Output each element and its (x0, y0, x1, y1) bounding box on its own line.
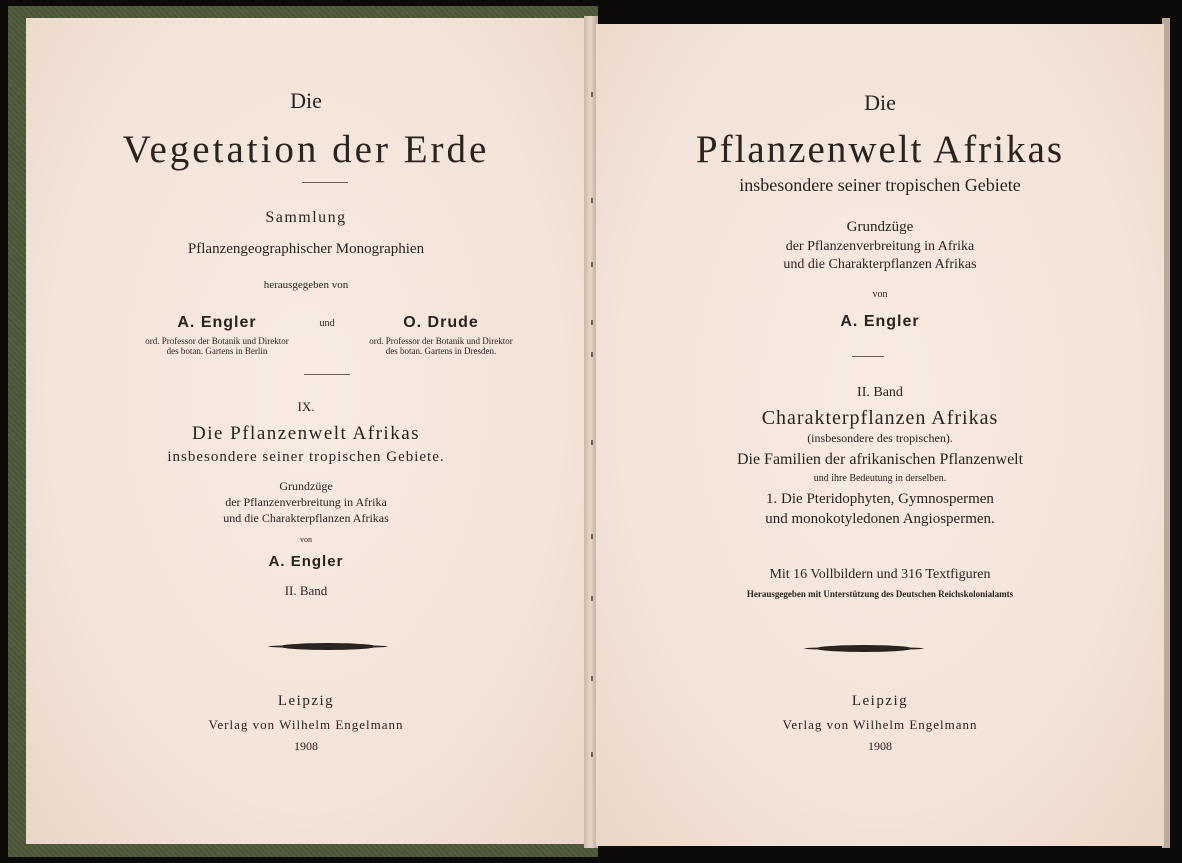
grundzuege-line-2: der Pflanzenverbreitung in Afrika (225, 495, 387, 509)
binding-stitch (591, 596, 593, 601)
series-label: Sammlung (265, 209, 347, 226)
editor-2 (356, 314, 526, 356)
grundzuege-line-2: der Pflanzenverbreitung in Afrika (785, 239, 975, 254)
binding-stitch (591, 198, 593, 203)
binding-stitch (591, 752, 593, 757)
illustrations-note: Mit 16 Vollbildern und 316 Textfiguren (769, 567, 991, 582)
divider (302, 182, 348, 183)
publication-year: 1908 (294, 739, 318, 753)
divider (852, 356, 884, 357)
band-label: II. Band (857, 385, 903, 400)
editor-1-affiliation: des botan. Gartens in Berlin (166, 346, 268, 356)
editor-2-title: ord. Professor der Botanik und Direktor (369, 336, 513, 346)
right-title-die: Die (864, 90, 896, 115)
grundzuege-line-3: und die Charakterpflanzen Afrikas (223, 511, 389, 525)
edited-by: herausgegeben von (263, 279, 349, 291)
divider (304, 374, 350, 375)
right-subtitle: insbesondere seiner tropischen Gebiete (739, 175, 1021, 195)
publisher: Verlag von Wilhelm Engelmann (208, 717, 404, 732)
publisher: Verlag von Wilhelm Engelmann (782, 717, 978, 732)
publication-place: Leipzig (851, 693, 909, 709)
part-line-2: und monokotyledonen Angiospermen. (765, 511, 995, 527)
right-main-title: Pflanzenwelt Afrikas (695, 128, 1065, 171)
author-name: A. Engler (840, 313, 920, 330)
publication-place: Leipzig (277, 693, 335, 709)
binding-stitch (591, 320, 593, 325)
left-main-title: Vegetation der Erde (122, 128, 490, 171)
binding-stitch (591, 676, 593, 681)
ornament-divider (268, 645, 388, 648)
binding-stitch (591, 534, 593, 539)
von-label: von (300, 535, 312, 544)
grundzuege-line-3: und die Charakterpflanzen Afrikas (783, 257, 977, 272)
editor-1-title: ord. Professor der Botanik und Direktor (145, 336, 289, 346)
families-line: Die Familien der afrikanischen Pflanzenwelt (736, 451, 1024, 468)
and-label: und (319, 318, 335, 329)
volume-number: IX. (297, 399, 315, 414)
volume-title: Die Pflanzenwelt Afrikas (191, 423, 421, 444)
von-label: von (872, 289, 888, 300)
series-subtitle: Pflanzengeographischer Monographien (187, 241, 425, 257)
author-name: A. Engler (268, 553, 344, 570)
part-line-1: 1. Die Pteridophyten, Gymnospermen (766, 491, 994, 507)
support-note: Herausgegeben mit Unterstützung des Deutschen Reichskolonialamts (746, 589, 1014, 599)
editor-2-name: O. Drude (403, 314, 479, 331)
right-title-page (596, 24, 1164, 846)
grundzuege: Grundzüge (279, 479, 333, 493)
left-title-die: Die (290, 88, 322, 113)
binding-stitch (591, 440, 593, 445)
binding-stitch (591, 92, 593, 97)
binding-stitch (591, 352, 593, 357)
ornament-divider (804, 647, 924, 650)
editor-1 (132, 314, 302, 356)
band-label: II. Band (284, 583, 328, 598)
families-note: und ihre Bedeutung in derselben. (813, 473, 947, 484)
band-note: (insbesondere des tropischen). (807, 431, 953, 445)
volume-subtitle: insbesondere seiner tropischen Gebiete. (167, 449, 445, 465)
editor-2-affiliation: des botan. Gartens in Dresden. (385, 346, 497, 356)
binding-stitch (591, 262, 593, 267)
grundzuege: Grundzüge (846, 219, 914, 235)
band-title: Charakterpflanzen Afrikas (761, 407, 999, 429)
editor-1-name: A. Engler (177, 314, 257, 331)
left-title-page (26, 18, 586, 844)
publication-year: 1908 (868, 739, 892, 753)
